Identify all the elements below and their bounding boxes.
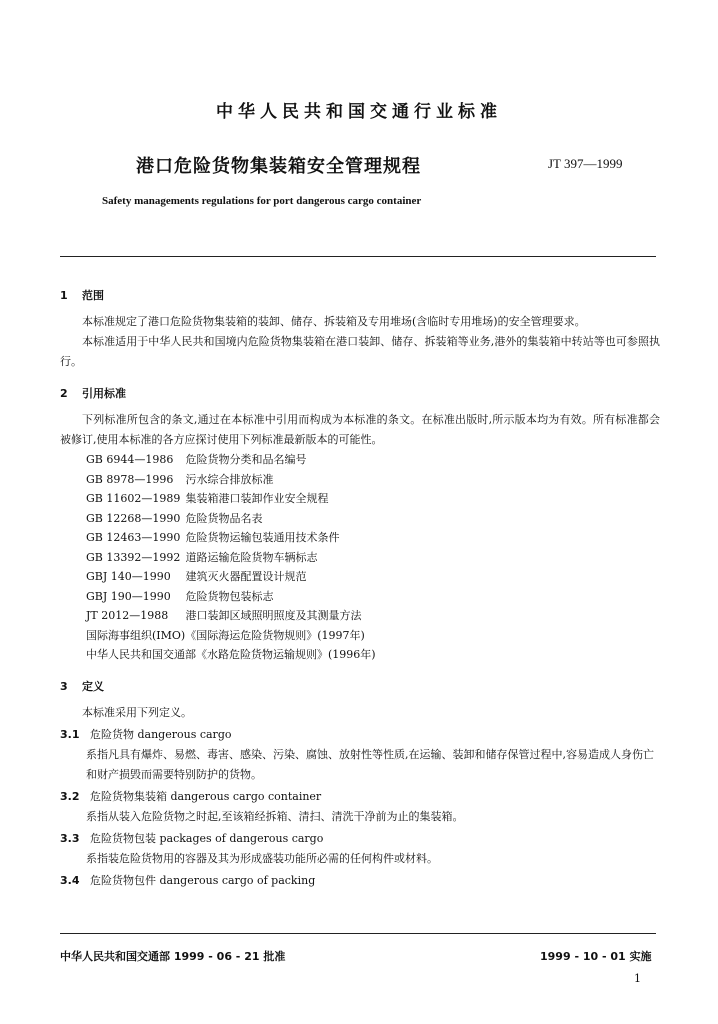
- definition-term: 危险货物 dangerous cargo: [90, 727, 232, 741]
- section-number: 2: [60, 387, 68, 400]
- reference-code: GB 11602—1989: [86, 492, 181, 505]
- header-divider: [60, 256, 656, 257]
- document-title: 港口危险货物集装箱安全管理规程: [136, 156, 421, 177]
- definition-term: 危险货物包件 dangerous cargo of packing: [90, 873, 316, 887]
- reference-item: [60, 587, 660, 607]
- reference-item: [60, 606, 660, 626]
- definition-number: 3.4: [60, 873, 80, 887]
- paragraph: 本标准采用下列定义。: [82, 705, 192, 719]
- definition-term: 危险货物集装箱 dangerous cargo container: [90, 789, 322, 803]
- definition-number: 3.1: [60, 727, 80, 741]
- section-title: 引用标准: [82, 387, 126, 400]
- section-title: 定义: [82, 679, 104, 693]
- paragraph: 下列标准所包含的条文,通过在本标准中引用而构成为本标准的条文。在标准出版时,所示版本均为有效。所有标准都会被修订,使用本标准的各方应探讨使用下列标准最新版本的可能性。: [60, 413, 660, 446]
- english-title: Safety managements regulations for port dangerous cargo container: [102, 195, 422, 207]
- reference-code: GB 13392—1992: [86, 550, 181, 564]
- definition-heading: [60, 871, 660, 891]
- reference-name: 危险货物分类和品名编号: [185, 453, 307, 466]
- definition-term: 危险货物包装 packages of dangerous cargo: [90, 831, 324, 845]
- reference-item: [60, 548, 660, 568]
- reference-item: 中华人民共和国交通部《水路危险货物运输规则》(1996年): [86, 648, 376, 661]
- reference-code: GBJ 190—1990: [86, 589, 171, 603]
- definition-body: 系指凡具有爆炸、易燃、毒害、感染、污染、腐蚀、放射性等性质,在运输、装卸和储存保管过程中,容易造成人身伤亡和财产损毁而需要特别防护的货物。: [86, 747, 654, 781]
- standard-category: 中华人民共和国交通行业标准: [216, 102, 502, 122]
- reference-code: JT 2012—1988: [86, 609, 169, 622]
- reference-name: 危险货物运输包装通用技术条件: [185, 531, 340, 544]
- section-number: 3: [60, 679, 68, 693]
- definition-heading: [60, 829, 660, 849]
- reference-item: [60, 489, 660, 509]
- reference-name: 危险货物品名表: [185, 511, 263, 525]
- reference-name: 建筑灭火器配置设计规范: [185, 570, 307, 583]
- section-number: 1: [60, 289, 68, 302]
- section-heading-references: [60, 384, 660, 404]
- reference-code: GB 12268—1990: [86, 511, 181, 525]
- paragraph: 本标准适用于中华人民共和国境内危险货物集装箱在港口装卸、储存、拆装箱等业务,港外的集装箱中转站等也可参照执行。: [60, 335, 660, 368]
- reference-item: [60, 509, 660, 529]
- definition-body: 系指从装入危险货物之时起,至该箱经拆箱、清扫、清洗干净前为止的集装箱。: [86, 809, 464, 823]
- definition-body: 系指装危险货物用的容器及其为形成盛装功能所必需的任何构件或材料。: [86, 851, 438, 865]
- reference-item: [60, 528, 660, 548]
- reference-item: [60, 567, 660, 587]
- section-heading-definitions: [60, 677, 660, 697]
- standard-code: JT 397—1999: [548, 156, 623, 171]
- definition-number: 3.3: [60, 831, 80, 845]
- section-title: 范围: [82, 289, 104, 302]
- document-body: [60, 282, 660, 891]
- reference-name: 污水综合排放标准: [185, 472, 274, 486]
- reference-name: 道路运输危险货物车辆标志: [185, 550, 318, 564]
- reference-item: [60, 450, 660, 470]
- reference-name: 港口装卸区域照明照度及其测量方法: [185, 609, 362, 622]
- reference-name: 危险货物包装标志: [185, 589, 274, 603]
- implementation-date: 1999 - 10 - 01 实施: [540, 950, 652, 963]
- section-heading-scope: [60, 286, 660, 306]
- reference-name: 集装箱港口装卸作业安全规程: [185, 492, 329, 505]
- definition-heading: [60, 725, 660, 745]
- definition-heading: [60, 787, 660, 807]
- page-number: 1: [634, 972, 641, 985]
- reference-code: GBJ 140—1990: [86, 570, 171, 583]
- reference-code: GB 8978—1996: [86, 472, 174, 486]
- paragraph: 本标准规定了港口危险货物集装箱的装卸、储存、拆装箱及专用堆场(含临时专用堆场)的安全管理要求。: [82, 315, 586, 328]
- footer-divider: [60, 933, 656, 934]
- reference-item: 国际海事组织(IMO)《国际海运危险货物规则》(1997年): [86, 628, 365, 642]
- reference-code: GB 6944—1986: [86, 453, 174, 466]
- reference-item: [60, 470, 660, 490]
- approval-date: 中华人民共和国交通部 1999 - 06 - 21 批准: [60, 950, 286, 963]
- definition-number: 3.2: [60, 789, 80, 803]
- reference-code: GB 12463—1990: [86, 531, 181, 544]
